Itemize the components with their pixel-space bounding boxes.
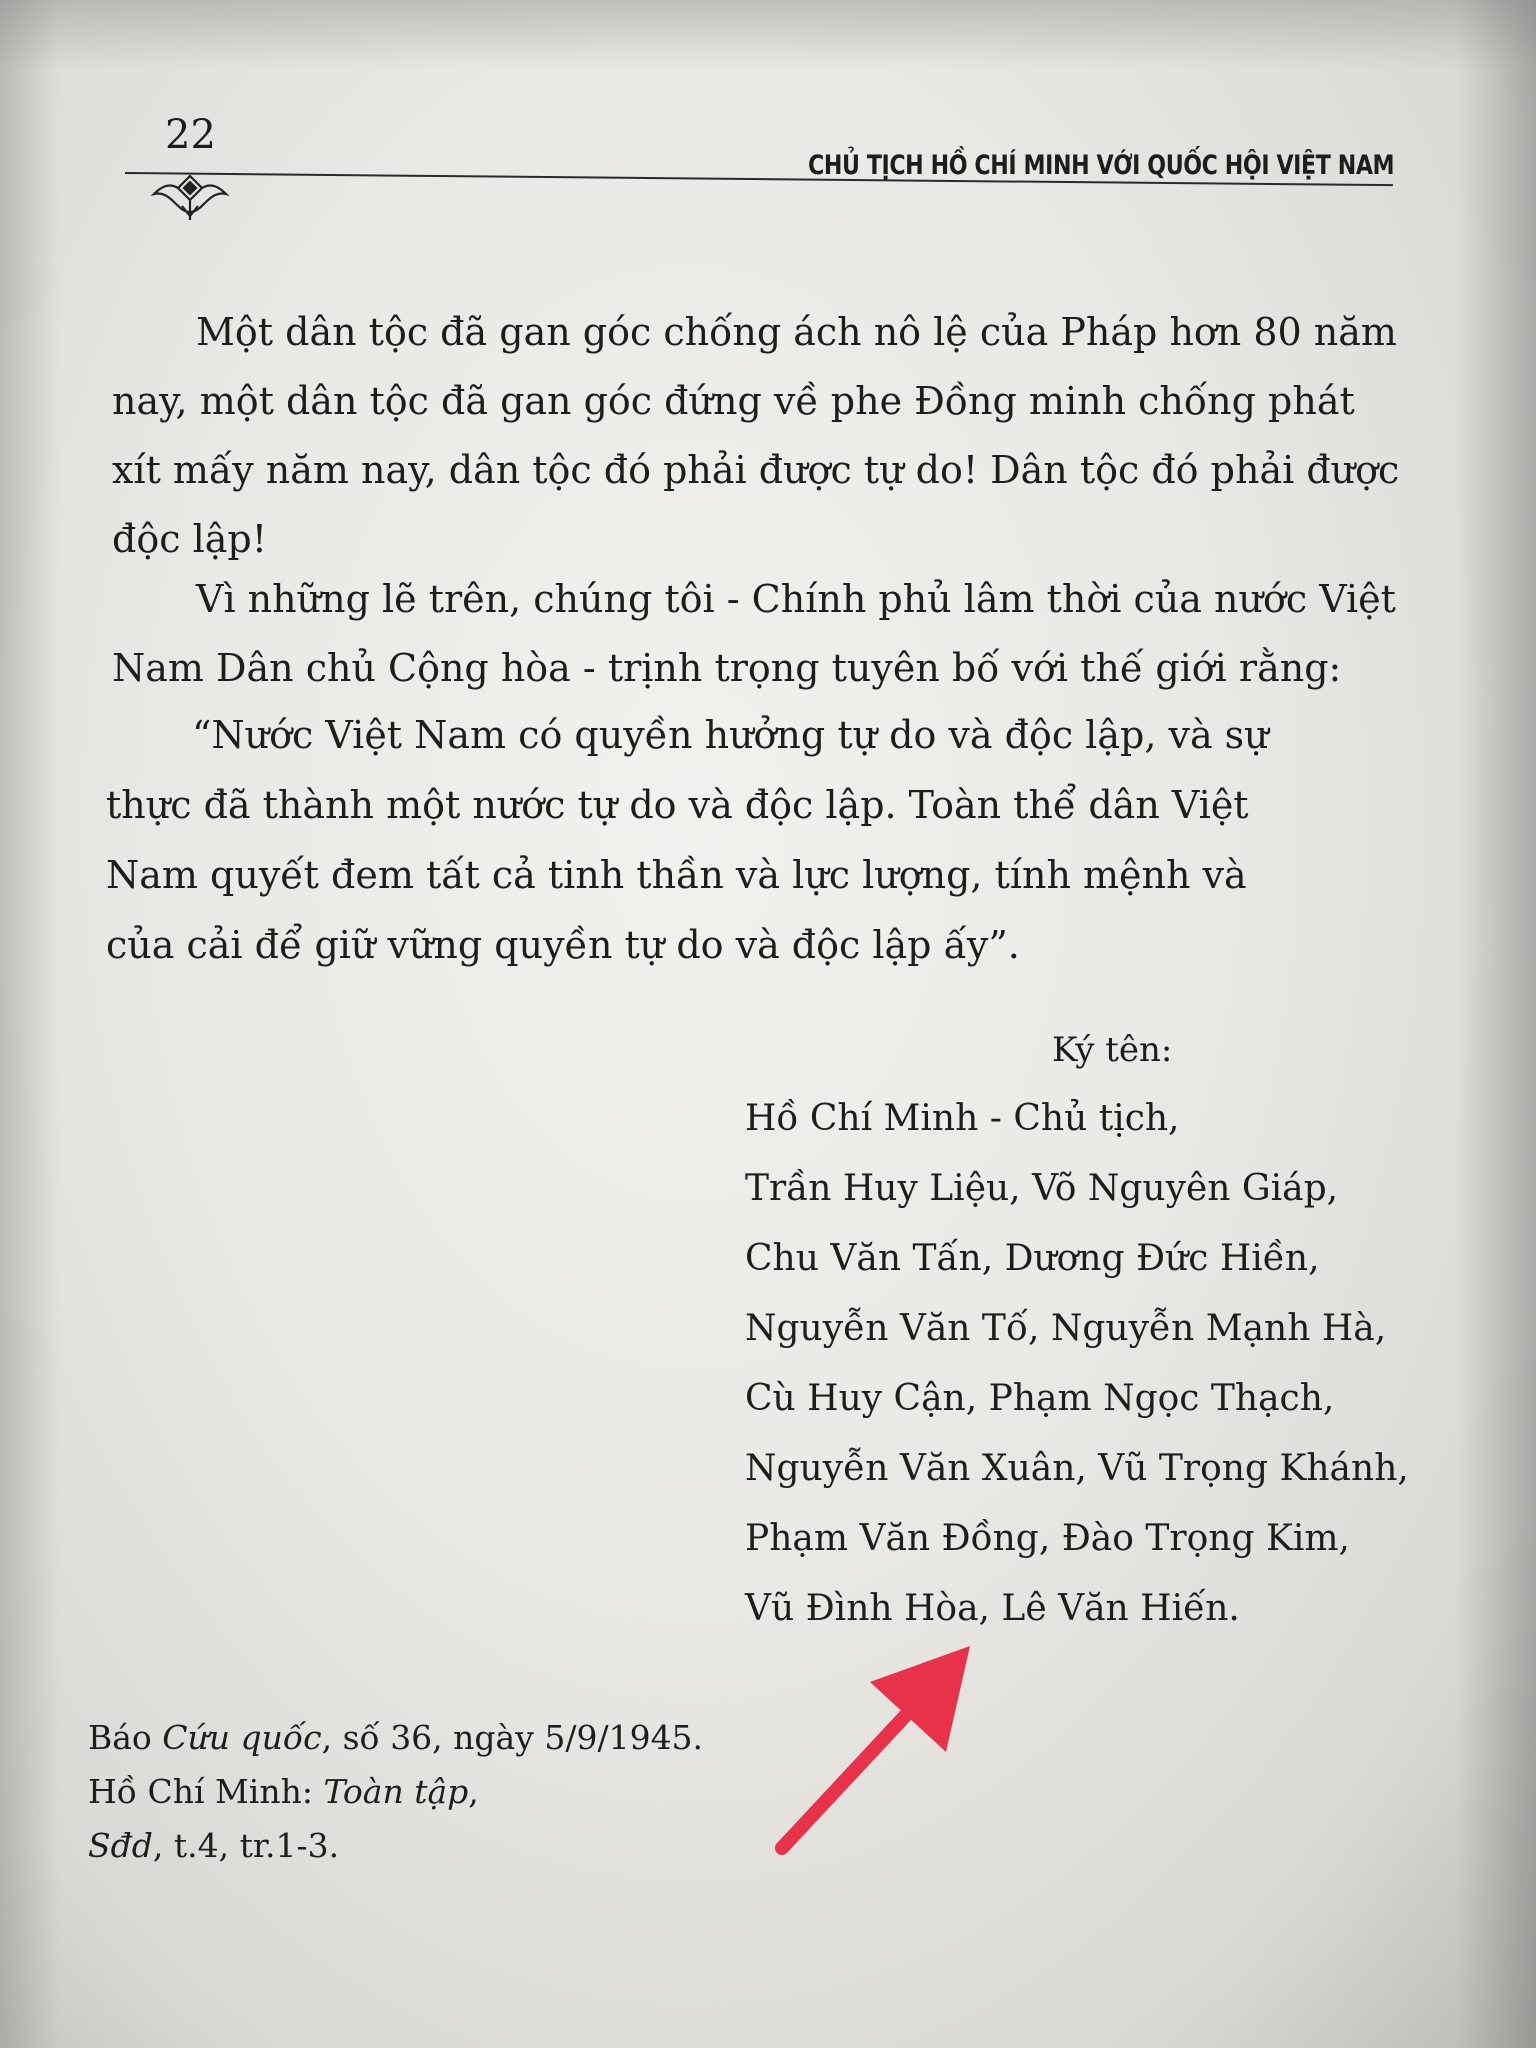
page-edge-shadow-right xyxy=(1456,0,1536,2048)
signatory-line: Cù Huy Cận, Phạm Ngọc Thạch, xyxy=(745,1378,1335,1419)
citation-text: Báo xyxy=(88,1718,163,1757)
citation-text: Hồ Chí Minh: xyxy=(88,1772,324,1811)
page-edge-shadow-top xyxy=(0,0,1536,70)
paragraph-line: độc lập! xyxy=(112,517,267,561)
signatory-line: Vũ Đình Hòa, Lê Văn Hiến. xyxy=(745,1588,1240,1629)
paragraph-line: Một dân tộc đã gan góc chống ách nô lệ của Pháp hơn 80 năm xyxy=(196,310,1397,354)
paragraph-line: Nam quyết đem tất cả tinh thần và lực lượng, tính mệnh và xyxy=(106,853,1247,897)
paragraph-line: Nam Dân chủ Cộng hòa - trịnh trọng tuyên bố với thế giới rằng: xyxy=(112,646,1342,690)
paragraph-1 xyxy=(112,298,1399,574)
signatory-line: Nguyễn Văn Xuân, Vũ Trọng Khánh, xyxy=(745,1448,1409,1489)
floral-ornament-icon xyxy=(150,172,230,224)
signatory-line: Nguyễn Văn Tố, Nguyễn Mạnh Hà, xyxy=(745,1308,1387,1349)
paragraph-2 xyxy=(112,565,1396,703)
citation-collected-works xyxy=(88,1772,479,1811)
paragraph-line: Vì những lẽ trên, chúng tôi - Chính phủ lâm thời của nước Việt xyxy=(196,577,1396,621)
citation-text: , xyxy=(468,1772,479,1811)
running-head: CHỦ TỊCH HỒ CHÍ MINH VỚI QUỐC HỘI VIỆT NAM xyxy=(808,150,1395,181)
page-number: 22 xyxy=(165,112,216,158)
paragraph-line: của cải để giữ vững quyền tự do và độc lập ấy”. xyxy=(106,923,1020,967)
arrow-annotation-icon xyxy=(770,1630,990,1860)
signatory-line: Trần Huy Liệu, Võ Nguyên Giáp, xyxy=(745,1168,1339,1209)
paragraph-line: nay, một dân tộc đã gan góc đứng về phe Đồng minh chống phát xyxy=(112,379,1355,423)
declaration-quote xyxy=(106,700,1269,980)
citation-title: Toàn tập xyxy=(323,1772,469,1811)
citation-text: , t.4, tr.1-3. xyxy=(152,1826,340,1865)
citation-title: Sđd xyxy=(88,1826,153,1865)
signatory-line: Phạm Văn Đồng, Đào Trọng Kim, xyxy=(745,1518,1350,1559)
citation-title: Cứu quốc xyxy=(162,1718,322,1757)
citation-text: , số 36, ngày 5/9/1945. xyxy=(321,1718,704,1757)
signature-label: Ký tên: xyxy=(1052,1030,1173,1070)
page-edge-shadow-left xyxy=(0,0,60,2048)
paragraph-line: xít mấy năm nay, dân tộc đó phải được tự do! Dân tộc đó phải được xyxy=(112,448,1400,492)
paragraph-line: “Nước Việt Nam có quyền hưởng tự do và độc lập, và sự xyxy=(192,713,1269,757)
citation-source xyxy=(88,1718,703,1757)
signatory-line: Chu Văn Tấn, Dương Đức Hiền, xyxy=(745,1238,1320,1279)
citation-reference xyxy=(88,1826,339,1865)
paragraph-line: thực đã thành một nước tự do và độc lập. Toàn thể dân Việt xyxy=(106,783,1249,827)
signatory-line: Hồ Chí Minh - Chủ tịch, xyxy=(745,1098,1180,1139)
